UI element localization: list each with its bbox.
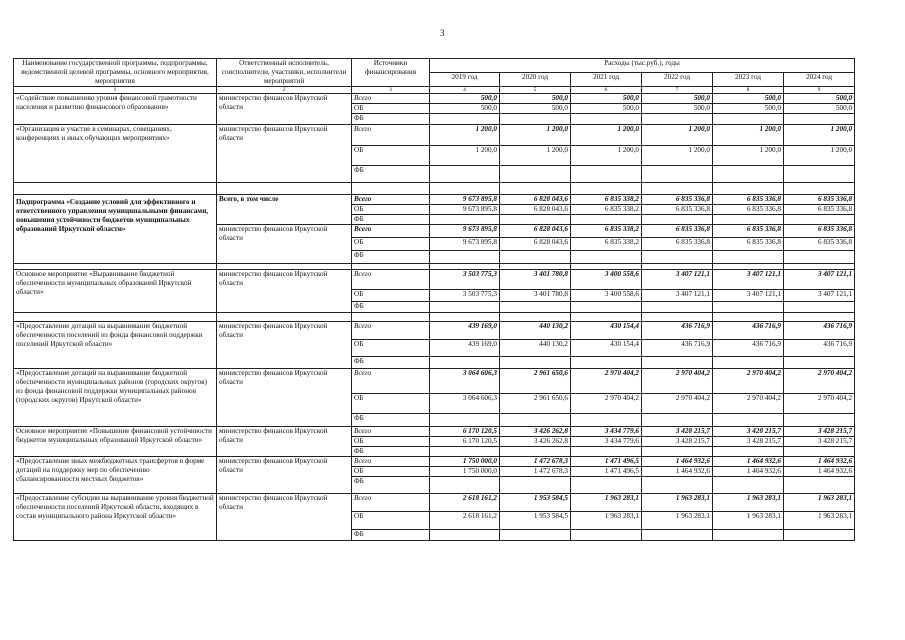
value-cell: 1 464 932,6	[642, 457, 713, 467]
value-cell: 436 716,9	[713, 322, 784, 340]
value-cell	[430, 166, 500, 183]
value-cell: 1 464 932,6	[784, 467, 855, 477]
value-cell: 6 828 043,6	[500, 238, 571, 251]
value-cell: 2 618 161,2	[430, 494, 500, 512]
value-cell	[500, 447, 571, 457]
value-cell	[784, 477, 855, 494]
table-row	[14, 94, 855, 104]
header-year: 2024 год	[784, 73, 855, 87]
value-cell: 3 428 215,7	[784, 437, 855, 447]
table-row	[14, 322, 855, 340]
empty-cell	[14, 183, 217, 195]
value-cell: 1 200,0	[784, 146, 855, 166]
value-cell: 500,0	[500, 104, 571, 114]
value-cell	[784, 447, 855, 457]
value-cell: 1 464 932,6	[642, 467, 713, 477]
value-cell: 1 472 678,3	[500, 467, 571, 477]
value-cell: 436 716,9	[784, 322, 855, 340]
value-cell: 2 970 404,2	[713, 394, 784, 414]
value-cell: 1 464 932,6	[713, 457, 784, 467]
funding-source-cell: Всего	[352, 322, 430, 340]
empty-cell	[642, 313, 713, 322]
value-cell: 500,0	[713, 104, 784, 114]
column-number: 8	[713, 87, 784, 94]
value-cell	[571, 447, 642, 457]
empty-cell	[217, 183, 352, 195]
value-cell	[642, 414, 713, 427]
value-cell: 3 064 606,3	[430, 394, 500, 414]
value-cell: 3 428 215,7	[642, 427, 713, 437]
funding-source-cell: Всего	[352, 125, 430, 146]
value-cell: 6 170 120,5	[430, 427, 500, 437]
empty-cell	[784, 313, 855, 322]
funding-source-cell: Всего	[352, 94, 430, 104]
value-cell: 3 428 215,7	[642, 437, 713, 447]
column-number: 4	[430, 87, 500, 94]
value-cell	[430, 215, 500, 225]
value-cell: 1 953 584,5	[500, 494, 571, 512]
funding-source-cell: ФБ	[352, 530, 430, 541]
funding-source-cell: ОБ	[352, 394, 430, 414]
value-cell: 2 970 404,2	[784, 394, 855, 414]
value-cell: 500,0	[784, 104, 855, 114]
table-row	[14, 125, 855, 146]
funding-source-cell: Всего	[352, 427, 430, 437]
value-cell: 500,0	[571, 94, 642, 104]
empty-cell	[571, 183, 642, 195]
value-cell: 6 835 338,2	[571, 225, 642, 238]
value-cell: 1 963 283,1	[713, 494, 784, 512]
value-cell	[642, 114, 713, 125]
executor-cell: министерство финансов Иркутской области	[217, 270, 352, 313]
value-cell	[430, 302, 500, 313]
value-cell: 2 961 650,6	[500, 394, 571, 414]
value-cell	[500, 251, 571, 264]
value-cell	[784, 414, 855, 427]
value-cell: 2 970 404,2	[784, 369, 855, 394]
budget-table	[13, 58, 855, 541]
value-cell: 2 970 404,2	[642, 394, 713, 414]
value-cell: 1 963 283,1	[784, 494, 855, 512]
value-cell	[500, 414, 571, 427]
empty-cell	[500, 183, 571, 195]
value-cell: 6 835 336,8	[784, 238, 855, 251]
value-cell	[642, 357, 713, 369]
value-cell: 1 464 932,6	[713, 467, 784, 477]
value-cell: 3 428 215,7	[784, 427, 855, 437]
value-cell	[571, 251, 642, 264]
value-cell	[571, 477, 642, 494]
value-cell	[430, 251, 500, 264]
column-number: 9	[784, 87, 855, 94]
empty-cell	[784, 183, 855, 195]
value-cell: 1 200,0	[642, 125, 713, 146]
executor-cell: министерство финансов Иркутской области	[217, 94, 352, 125]
table-row	[14, 195, 855, 205]
executor-cell: министерство финансов Иркутской области	[217, 125, 352, 183]
empty-cell	[642, 183, 713, 195]
value-cell: 1 200,0	[500, 125, 571, 146]
value-cell: 2 970 404,2	[571, 369, 642, 394]
header-year: 2021 год	[571, 73, 642, 87]
value-cell	[571, 530, 642, 541]
value-cell	[571, 302, 642, 313]
block-name-cell: «Предоставление субсидии на выравнивание уровня бюджетной обеспеченности поселений Иркутской области, входящих в состав муниципального района Иркутской области»	[14, 494, 217, 541]
value-cell	[713, 414, 784, 427]
value-cell: 6 835 336,8	[642, 238, 713, 251]
funding-source-cell: ФБ	[352, 114, 430, 125]
value-cell: 436 716,9	[642, 340, 713, 357]
value-cell	[713, 215, 784, 225]
value-cell	[571, 166, 642, 183]
page-number: 3	[440, 28, 445, 38]
value-cell: 6 170 120,5	[430, 437, 500, 447]
value-cell: 6 835 336,8	[784, 195, 855, 205]
value-cell	[642, 477, 713, 494]
value-cell: 3 503 775,3	[430, 290, 500, 302]
value-cell: 1 464 932,6	[784, 457, 855, 467]
value-cell: 1 963 283,1	[642, 494, 713, 512]
value-cell	[642, 166, 713, 183]
funding-source-cell: Всего	[352, 369, 430, 394]
executor-cell: министерство финансов Иркутской области	[217, 225, 352, 264]
value-cell: 6 835 336,8	[713, 238, 784, 251]
funding-source-cell: ОБ	[352, 512, 430, 530]
value-cell: 500,0	[784, 94, 855, 104]
spacer-row	[14, 183, 855, 195]
value-cell: 500,0	[713, 94, 784, 104]
value-cell: 3 407 121,1	[713, 290, 784, 302]
header-source-column: Источники финансирования	[352, 59, 430, 87]
block-name-cell: «Содействие повышению уровня финансовой грамотности населения и развитию финансового образования»	[14, 94, 217, 125]
value-cell	[571, 114, 642, 125]
value-cell	[500, 530, 571, 541]
value-cell: 6 835 338,2	[571, 238, 642, 251]
value-cell: 3 400 558,6	[571, 270, 642, 290]
value-cell: 1 471 496,5	[571, 457, 642, 467]
value-cell: 6 835 338,2	[571, 205, 642, 215]
table-row	[14, 369, 855, 394]
value-cell: 3 428 215,7	[713, 437, 784, 447]
value-cell	[784, 530, 855, 541]
value-cell: 1 200,0	[571, 125, 642, 146]
funding-source-cell: ФБ	[352, 302, 430, 313]
value-cell	[713, 357, 784, 369]
value-cell	[713, 166, 784, 183]
block-name-cell: Основное мероприятие «Повышение финансовой устойчивости бюджетов муниципальных образований Иркутской области»	[14, 427, 217, 457]
value-cell	[642, 530, 713, 541]
value-cell: 440 130,2	[500, 340, 571, 357]
value-cell: 2 618 161,2	[430, 512, 500, 530]
value-cell	[713, 251, 784, 264]
executor-cell: министерство финансов Иркутской области	[217, 427, 352, 457]
value-cell: 440 130,2	[500, 322, 571, 340]
value-cell	[784, 357, 855, 369]
value-cell	[430, 114, 500, 125]
value-cell: 1 750 000,0	[430, 457, 500, 467]
header-name-column: Наименование государственной программы, подпрограммы, ведомственной целевой программы, основного мероприятия, мероприятия	[14, 59, 217, 87]
value-cell	[430, 447, 500, 457]
value-cell	[500, 302, 571, 313]
value-cell	[500, 166, 571, 183]
table-row	[14, 427, 855, 437]
column-number: 7	[642, 87, 713, 94]
funding-source-cell: ОБ	[352, 467, 430, 477]
value-cell: 9 673 895,8	[430, 225, 500, 238]
value-cell: 439 169,0	[430, 322, 500, 340]
value-cell: 3 407 121,1	[713, 270, 784, 290]
value-cell	[713, 530, 784, 541]
executor-cell: министерство финансов Иркутской области	[217, 457, 352, 494]
value-cell: 3 434 779,6	[571, 437, 642, 447]
value-cell: 1 963 283,1	[642, 512, 713, 530]
funding-source-cell: ОБ	[352, 205, 430, 215]
value-cell: 6 835 336,8	[713, 195, 784, 205]
funding-source-cell: Всего	[352, 195, 430, 205]
funding-source-cell: Всего	[352, 494, 430, 512]
value-cell: 3 503 775,3	[430, 270, 500, 290]
value-cell	[500, 357, 571, 369]
value-cell: 430 154,4	[571, 340, 642, 357]
funding-source-cell: Всего	[352, 270, 430, 290]
funding-source-cell: ОБ	[352, 290, 430, 302]
value-cell: 2 970 404,2	[713, 369, 784, 394]
value-cell: 2 961 650,6	[500, 369, 571, 394]
funding-source-cell: ФБ	[352, 477, 430, 494]
value-cell: 6 835 336,8	[642, 195, 713, 205]
value-cell	[500, 215, 571, 225]
table-row	[14, 494, 855, 512]
empty-cell	[571, 313, 642, 322]
empty-cell	[352, 183, 430, 195]
value-cell: 3 064 606,3	[430, 369, 500, 394]
value-cell	[642, 215, 713, 225]
value-cell	[430, 414, 500, 427]
value-cell: 6 835 336,8	[642, 205, 713, 215]
value-cell: 436 716,9	[713, 340, 784, 357]
value-cell: 3 434 779,6	[571, 427, 642, 437]
value-cell: 1 963 283,1	[571, 494, 642, 512]
value-cell: 1 471 496,5	[571, 467, 642, 477]
block-name-cell: «Предоставление дотаций на выравнивание бюджетной обеспеченности муниципальных районов (городских округов) из фонда финансовой поддержки муниципальных районов (городских округов) Иркутской области»	[14, 369, 217, 427]
header-year: 2020 год	[500, 73, 571, 87]
value-cell: 1 200,0	[571, 146, 642, 166]
funding-source-cell: ОБ	[352, 437, 430, 447]
header-expenses: Расходы (тыс.руб.), годы	[430, 59, 855, 73]
value-cell: 3 428 215,7	[713, 427, 784, 437]
value-cell: 1 963 283,1	[784, 512, 855, 530]
funding-source-cell: ФБ	[352, 447, 430, 457]
header-year: 2019 год	[430, 73, 500, 87]
value-cell	[571, 414, 642, 427]
value-cell: 3 426 262,8	[500, 427, 571, 437]
value-cell: 6 835 336,8	[642, 225, 713, 238]
value-cell: 3 401 780,8	[500, 290, 571, 302]
value-cell: 3 401 780,8	[500, 270, 571, 290]
funding-source-cell: Всего	[352, 457, 430, 467]
header-executor-column: Ответственный исполнитель, соисполнители, участники, исполнители мероприятий	[217, 59, 352, 87]
value-cell: 3 426 262,8	[500, 437, 571, 447]
value-cell: 1 200,0	[430, 146, 500, 166]
value-cell: 9 673 895,8	[430, 195, 500, 205]
value-cell: 500,0	[500, 94, 571, 104]
column-number: 6	[571, 87, 642, 94]
column-number: 5	[500, 87, 571, 94]
value-cell: 2 970 404,2	[571, 394, 642, 414]
value-cell	[500, 114, 571, 125]
header-year: 2022 год	[642, 73, 713, 87]
funding-source-cell: ОБ	[352, 104, 430, 114]
value-cell: 500,0	[430, 104, 500, 114]
value-cell	[784, 166, 855, 183]
value-cell: 1 200,0	[713, 146, 784, 166]
value-cell: 1 200,0	[784, 125, 855, 146]
header-year: 2023 год	[713, 73, 784, 87]
spacer-row	[14, 313, 855, 322]
column-number: 2	[217, 87, 352, 94]
funding-source-cell: ФБ	[352, 251, 430, 264]
block-name-cell: «Предоставление дотаций на выравнивание бюджетной обеспеченности поселений из фонда финансовой поддержки поселений Иркутской области»	[14, 322, 217, 369]
block-name-cell: Основное мероприятие «Выравнивание бюджетной обеспеченности муниципальных образований Иркутской области»	[14, 270, 217, 313]
funding-source-cell: Всего	[352, 225, 430, 238]
value-cell: 6 835 336,8	[784, 225, 855, 238]
value-cell	[713, 477, 784, 494]
value-cell: 3 407 121,1	[784, 270, 855, 290]
executor-cell: министерство финансов Иркутской области	[217, 369, 352, 427]
value-cell: 436 716,9	[642, 322, 713, 340]
block-name-cell: «Предоставление иных межбюджетных трансфертов в форме дотаций на поддержку мер по обеспечению сбалансированности местных бюджетов»	[14, 457, 217, 494]
value-cell: 3 407 121,1	[784, 290, 855, 302]
value-cell	[571, 357, 642, 369]
value-cell: 6 835 336,8	[713, 205, 784, 215]
block-name-cell: Подпрограмма «Создание условий для эффективного и ответственного управления муниципальными финансами, повышения устойчивости бюджетов муниципальных образований Иркутской области»	[14, 195, 217, 264]
value-cell	[642, 447, 713, 457]
value-cell	[642, 251, 713, 264]
value-cell: 9 673 895,8	[430, 238, 500, 251]
funding-source-cell: ФБ	[352, 357, 430, 369]
executor-cell: министерство финансов Иркутской области	[217, 494, 352, 541]
value-cell: 1 200,0	[642, 146, 713, 166]
value-cell	[784, 114, 855, 125]
value-cell	[500, 477, 571, 494]
funding-source-cell: ОБ	[352, 340, 430, 357]
value-cell	[784, 251, 855, 264]
empty-cell	[14, 313, 217, 322]
value-cell: 1 472 678,3	[500, 457, 571, 467]
column-number: 1	[14, 87, 217, 94]
value-cell: 6 835 336,8	[713, 225, 784, 238]
empty-cell	[217, 313, 352, 322]
value-cell	[713, 302, 784, 313]
value-cell: 500,0	[642, 104, 713, 114]
value-cell: 3 407 121,1	[642, 290, 713, 302]
value-cell: 3 400 558,6	[571, 290, 642, 302]
executor-total-cell: Всего, в том числе	[217, 195, 352, 225]
value-cell: 430 154,4	[571, 322, 642, 340]
value-cell	[642, 302, 713, 313]
value-cell: 6 828 043,6	[500, 195, 571, 205]
value-cell: 1 200,0	[713, 125, 784, 146]
value-cell	[430, 530, 500, 541]
value-cell	[784, 215, 855, 225]
value-cell: 439 169,0	[430, 340, 500, 357]
value-cell: 3 407 121,1	[642, 270, 713, 290]
empty-cell	[430, 183, 500, 195]
value-cell	[430, 357, 500, 369]
table-row	[14, 270, 855, 290]
table-row	[14, 457, 855, 467]
executor-cell: министерство финансов Иркутской области	[217, 322, 352, 369]
value-cell: 1 200,0	[430, 125, 500, 146]
value-cell: 1 963 283,1	[571, 512, 642, 530]
empty-cell	[352, 313, 430, 322]
value-cell: 1 963 283,1	[713, 512, 784, 530]
value-cell	[430, 477, 500, 494]
value-cell: 6 828 043,6	[500, 205, 571, 215]
value-cell	[784, 302, 855, 313]
value-cell: 1 750 000,0	[430, 467, 500, 477]
value-cell	[571, 215, 642, 225]
empty-cell	[430, 313, 500, 322]
value-cell: 2 970 404,2	[642, 369, 713, 394]
empty-cell	[713, 313, 784, 322]
value-cell: 500,0	[430, 94, 500, 104]
value-cell: 1 953 584,5	[500, 512, 571, 530]
value-cell	[713, 114, 784, 125]
block-name-cell: «Организация и участие в семинарах, совещаниях, конференциях и иных обучающих мероприятиях»	[14, 125, 217, 183]
column-number: 3	[352, 87, 430, 94]
value-cell: 6 828 043,6	[500, 225, 571, 238]
funding-source-cell: ФБ	[352, 215, 430, 225]
funding-source-cell: ОБ	[352, 146, 430, 166]
funding-source-cell: ОБ	[352, 238, 430, 251]
value-cell: 6 835 338,2	[571, 195, 642, 205]
empty-cell	[713, 183, 784, 195]
value-cell: 1 200,0	[500, 146, 571, 166]
value-cell: 6 835 336,8	[784, 205, 855, 215]
funding-source-cell: ФБ	[352, 166, 430, 183]
value-cell: 500,0	[571, 104, 642, 114]
funding-source-cell: ФБ	[352, 414, 430, 427]
empty-cell	[500, 313, 571, 322]
value-cell: 500,0	[642, 94, 713, 104]
value-cell: 9 673 895,8	[430, 205, 500, 215]
value-cell	[713, 447, 784, 457]
value-cell: 436 716,9	[784, 340, 855, 357]
